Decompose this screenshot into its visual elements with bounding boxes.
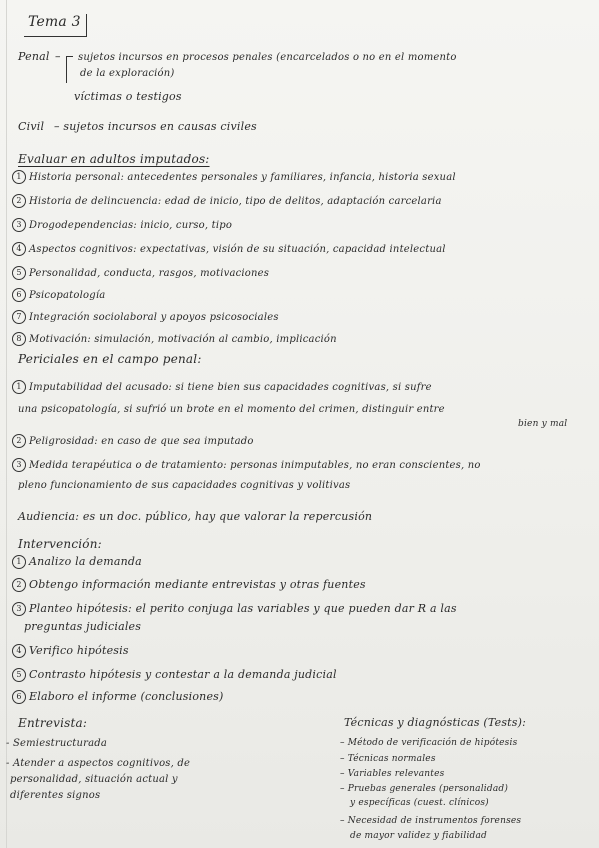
periciales-heading: Periciales en el campo penal: — [18, 352, 202, 366]
periciales-item-3-line-1: 3 Medida terapéutica o de tratamiento: personas inimputables, no eran conscientes, no — [12, 458, 481, 472]
evaluar-item — [12, 242, 446, 256]
evaluar-heading: Evaluar en adultos imputados: — [18, 152, 210, 166]
evaluar-item — [12, 194, 442, 208]
item-number: 6 — [12, 288, 26, 302]
periciales-item-2: 2 Peligrosidad: en caso de que sea imputado — [12, 434, 254, 448]
item-number: 7 — [12, 310, 26, 324]
entrevista-item-1: - Semiestructurada — [6, 738, 108, 749]
item-number: 8 — [12, 332, 26, 346]
evaluar-item-text: Drogodependencias: inicio, curso, tipo — [29, 220, 233, 231]
tecnicas-item-1: – Método de verificación de hipótesis — [340, 738, 518, 748]
page-edge — [6, 0, 7, 848]
penal-line-2: de la exploración) — [80, 68, 175, 79]
tecnicas-item-4: – Pruebas generales (personalidad) — [340, 784, 509, 794]
evaluar-item-text: Personalidad, conducta, rasgos, motivaciones — [29, 268, 270, 279]
periciales-item-1-note: bien y mal — [518, 419, 568, 429]
tecnicas-item-2: – Técnicas normales — [340, 754, 436, 764]
item-number: 5 — [12, 266, 26, 280]
intervencion-item-1: 1 Analizo la demanda — [12, 555, 142, 569]
tecnicas-heading: Técnicas y diagnósticas (Tests): — [344, 716, 527, 729]
item-number: 4 — [12, 242, 26, 256]
penal-label: Penal — [18, 50, 50, 63]
tecnicas-item-5: y específicas (cuest. clínicos) — [350, 798, 489, 808]
evaluar-item — [12, 266, 269, 280]
intervencion-heading: Intervención: — [18, 537, 102, 551]
brace-mark — [66, 56, 73, 83]
penal-dash: – — [55, 50, 61, 63]
civil-text: – sujetos incursos en causas civiles — [54, 120, 257, 133]
intervencion-item-4: 4 Verifico hipótesis — [12, 644, 129, 658]
tecnicas-item-3: – Variables relevantes — [340, 769, 445, 779]
item-number: 3 — [12, 218, 26, 232]
intervencion-item-3-line-1: 3 Planteo hipótesis: el perito conjuga las variables y que pueden dar R a las — [12, 602, 457, 616]
periciales-item-1-line-2: una psicopatología, si sufrió un brote en el momento del crimen, distinguir entre — [18, 404, 445, 415]
page-title: Tema 3 — [28, 14, 81, 30]
civil-label: Civil — [18, 120, 45, 133]
item-number: 2 — [12, 194, 26, 208]
evaluar-item — [12, 332, 337, 346]
evaluar-item-text: Historia de delincuencia: edad de inicio, tipo de delitos, adaptación carcelaria — [29, 196, 442, 207]
evaluar-item-text: Psicopatología — [29, 290, 106, 301]
entrevista-item-3: personalidad, situación actual y — [10, 774, 178, 785]
evaluar-item-text: Historia personal: antecedentes personales y familiares, infancia, historia sexual — [29, 172, 456, 183]
penal-line-1: sujetos incursos en procesos penales (encarcelados o no en el momento — [78, 52, 457, 63]
entrevista-heading: Entrevista: — [18, 716, 88, 730]
entrevista-item-2: - Atender a aspectos cognitivos, de — [6, 758, 191, 769]
intervencion-item-2: 2 Obtengo información mediante entrevistas y otras fuentes — [12, 578, 366, 592]
tecnicas-item-7: de mayor validez y fiabilidad — [350, 831, 488, 841]
item-number: 1 — [12, 170, 26, 184]
evaluar-item-text: Aspectos cognitivos: expectativas, visión de su situación, capacidad intelectual — [29, 244, 446, 255]
periciales-item-1-line-1: 1 Imputabilidad del acusado: si tiene bien sus capacidades cognitivas, si sufre — [12, 380, 432, 394]
tecnicas-item-6: – Necesidad de instrumentos forenses — [340, 816, 522, 826]
periciales-item-3-line-2: pleno funcionamiento de sus capacidades cognitivas y volitivas — [18, 480, 351, 491]
evaluar-item-text: Integración sociolaboral y apoyos psicosociales — [29, 312, 279, 323]
intervencion-item-5: 5 Contrasto hipótesis y contestar a la demanda judicial — [12, 668, 337, 682]
evaluar-item — [12, 170, 456, 184]
evaluar-item-text: Motivación: simulación, motivación al cambio, implicación — [29, 334, 337, 345]
penal-line-3: víctimas o testigos — [74, 90, 182, 103]
intervencion-item-3-line-2: preguntas judiciales — [24, 620, 142, 633]
evaluar-item — [12, 288, 105, 302]
entrevista-item-4: diferentes signos — [10, 790, 101, 801]
evaluar-item — [12, 310, 279, 324]
audiencia-text: Audiencia: es un doc. público, hay que valorar la repercusión — [18, 510, 373, 523]
evaluar-item — [12, 218, 232, 232]
intervencion-item-6: 6 Elaboro el informe (conclusiones) — [12, 690, 224, 704]
